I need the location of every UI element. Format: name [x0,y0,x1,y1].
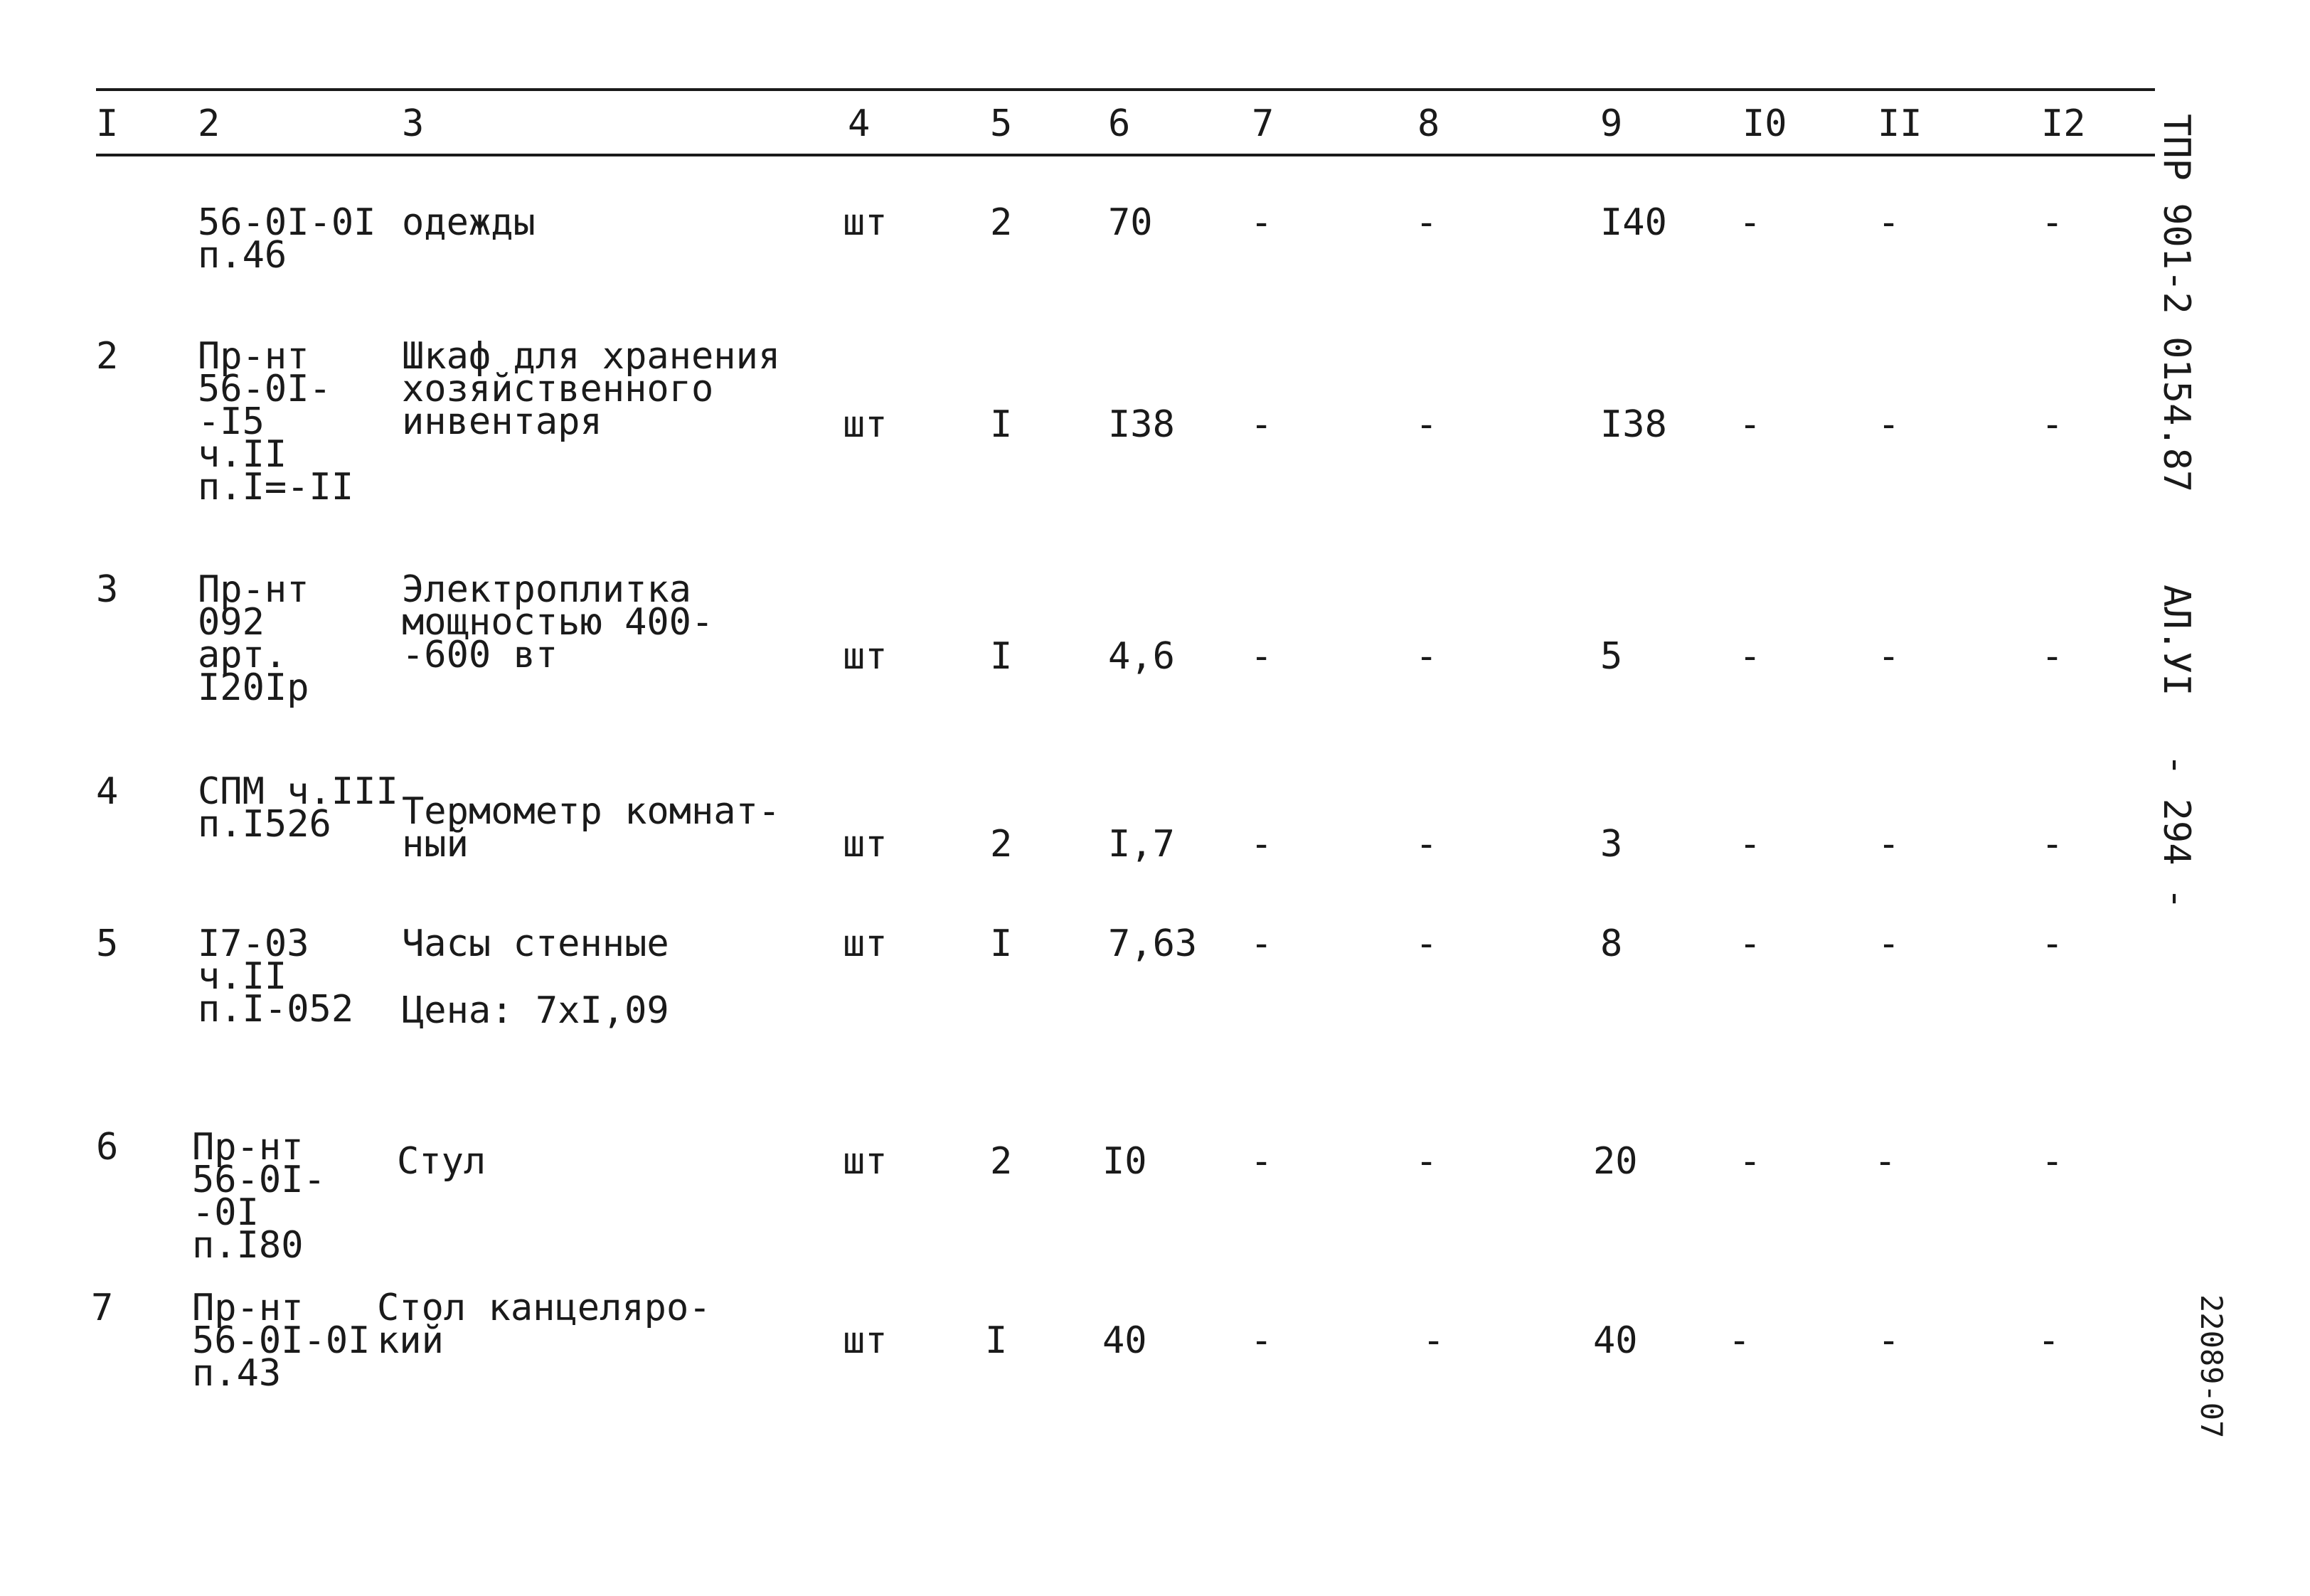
row-5-total: 8 [1600,922,1623,965]
row-4-col8: - [1415,823,1438,866]
row-1-code: 56-0I-0I п.46 [198,201,376,277]
row-7-num: 7 [91,1287,114,1329]
margin-stamp: 22089-07 [2194,1294,2229,1439]
row-7-unit: шт [843,1319,888,1362]
row-1-col8: - [1415,201,1438,244]
row-2-col12: - [2041,403,2064,446]
row-1-total: I40 [1600,201,1667,244]
row-4-code: СПМ ч.III п.I526 [198,770,398,846]
row-2-name: Шкаф для хранения хозяйственного инвентаря [402,335,781,443]
row-4-col7: - [1250,823,1273,866]
row-1-qty: 2 [990,201,1013,244]
row-4-col11: - [1878,823,1900,866]
row-6-price: I0 [1102,1140,1147,1183]
header-col-3: 3 [402,102,425,145]
row-1-name: одежды [402,201,536,244]
header-col-9: 9 [1600,102,1623,145]
row-3-col12: - [2041,635,2064,678]
row-5-col10: - [1739,922,1762,965]
row-7-col12: - [2038,1319,2060,1362]
row-3-qty: I [990,635,1013,678]
row-1-col10: - [1739,201,1762,244]
row-3-unit: шт [843,635,888,678]
row-6-col8: - [1415,1140,1438,1183]
row-2-unit: шт [843,403,888,446]
row-1-col7: - [1250,201,1273,244]
row-6-qty: 2 [990,1140,1013,1183]
row-7-name: Стол канцеляро- кий [377,1287,711,1362]
row-7-col11: - [1878,1319,1900,1362]
row-3-price: 4,6 [1108,635,1175,678]
row-6-col7: - [1250,1140,1273,1183]
header-col-12: I2 [2041,102,2086,145]
row-6-col11: - [1874,1140,1897,1183]
row-6-col10: - [1739,1140,1762,1183]
row-5-num: 5 [96,922,119,965]
header-col-4: 4 [848,102,871,145]
row-3-code: Пр-нт 092 арт. I20Iр [198,568,309,709]
row-6-col12: - [2041,1140,2064,1183]
row-2-num: 2 [96,335,119,378]
row-5-col7: - [1250,922,1273,965]
row-4-col10: - [1739,823,1762,866]
row-7-col10: - [1728,1319,1751,1362]
row-2-col10: - [1739,403,1762,446]
row-3-name: Электроплитка мощностью 400- -600 вт [402,568,714,676]
row-5-qty: I [990,922,1013,965]
row-4-price: I,7 [1108,823,1175,866]
row-5-name: Часы стенные [402,922,669,965]
row-4-qty: 2 [990,823,1013,866]
row-5-col12: - [2041,922,2064,965]
row-7-code: Пр-нт 56-0I-0I п.43 [192,1287,371,1395]
row-2-price: I38 [1108,403,1175,446]
top-rule [96,88,2155,91]
row-3-col8: - [1415,635,1438,678]
row-7-total: 40 [1593,1319,1638,1362]
row-3-col7: - [1250,635,1273,678]
row-4-col12: - [2041,823,2064,866]
row-5-note: Цена: 7хI,09 [402,989,669,1032]
row-4-unit: шт [843,823,888,866]
row-6-num: 6 [96,1126,119,1169]
header-rule [96,154,2155,156]
row-4-name: Термометр комнат- ный [402,790,781,866]
margin-page-number: - 294 - [2155,754,2198,910]
row-1-col12: - [2041,201,2064,244]
header-col-10: I0 [1742,102,1787,145]
header-col-1: I [96,102,119,145]
row-7-qty: I [985,1319,1008,1362]
margin-album: АЛ.УI [2155,585,2198,696]
row-5-unit: шт [843,922,888,965]
header-col-8: 8 [1417,102,1440,145]
row-2-col7: - [1250,403,1273,446]
row-5-code: I7-03 ч.II п.I-052 [198,922,354,1031]
row-7-col8: - [1422,1319,1445,1362]
row-4-total: 3 [1600,823,1623,866]
row-5-col11: - [1878,922,1900,965]
row-3-col10: - [1739,635,1762,678]
row-5-price: 7,63 [1108,922,1198,965]
header-col-7: 7 [1252,102,1274,145]
row-1-price: 70 [1108,201,1153,244]
row-3-num: 3 [96,568,119,611]
row-7-price: 40 [1102,1319,1147,1362]
row-2-total: I38 [1600,403,1667,446]
row-2-qty: I [990,403,1013,446]
header-col-5: 5 [990,102,1013,145]
row-3-col11: - [1878,635,1900,678]
row-5-col8: - [1415,922,1438,965]
row-6-code: Пр-нт 56-0I- -0I п.I80 [192,1126,326,1267]
row-7-col7: - [1250,1319,1273,1362]
row-2-col8: - [1415,403,1438,446]
header-col-2: 2 [198,102,220,145]
margin-doc-code: ТПР 901-2 0154.87 [2155,114,2198,493]
row-6-name: Стул [397,1140,486,1183]
row-1-unit: шт [843,201,888,244]
row-1-col11: - [1878,201,1900,244]
row-6-total: 20 [1593,1140,1638,1183]
row-6-unit: шт [843,1140,888,1183]
row-2-code: Пр-нт 56-0I- -I5 ч.II п.I=-II [198,335,354,509]
row-3-total: 5 [1600,635,1623,678]
header-col-11: II [1878,102,1922,145]
row-2-col11: - [1878,403,1900,446]
row-4-num: 4 [96,770,119,813]
header-col-6: 6 [1108,102,1131,145]
